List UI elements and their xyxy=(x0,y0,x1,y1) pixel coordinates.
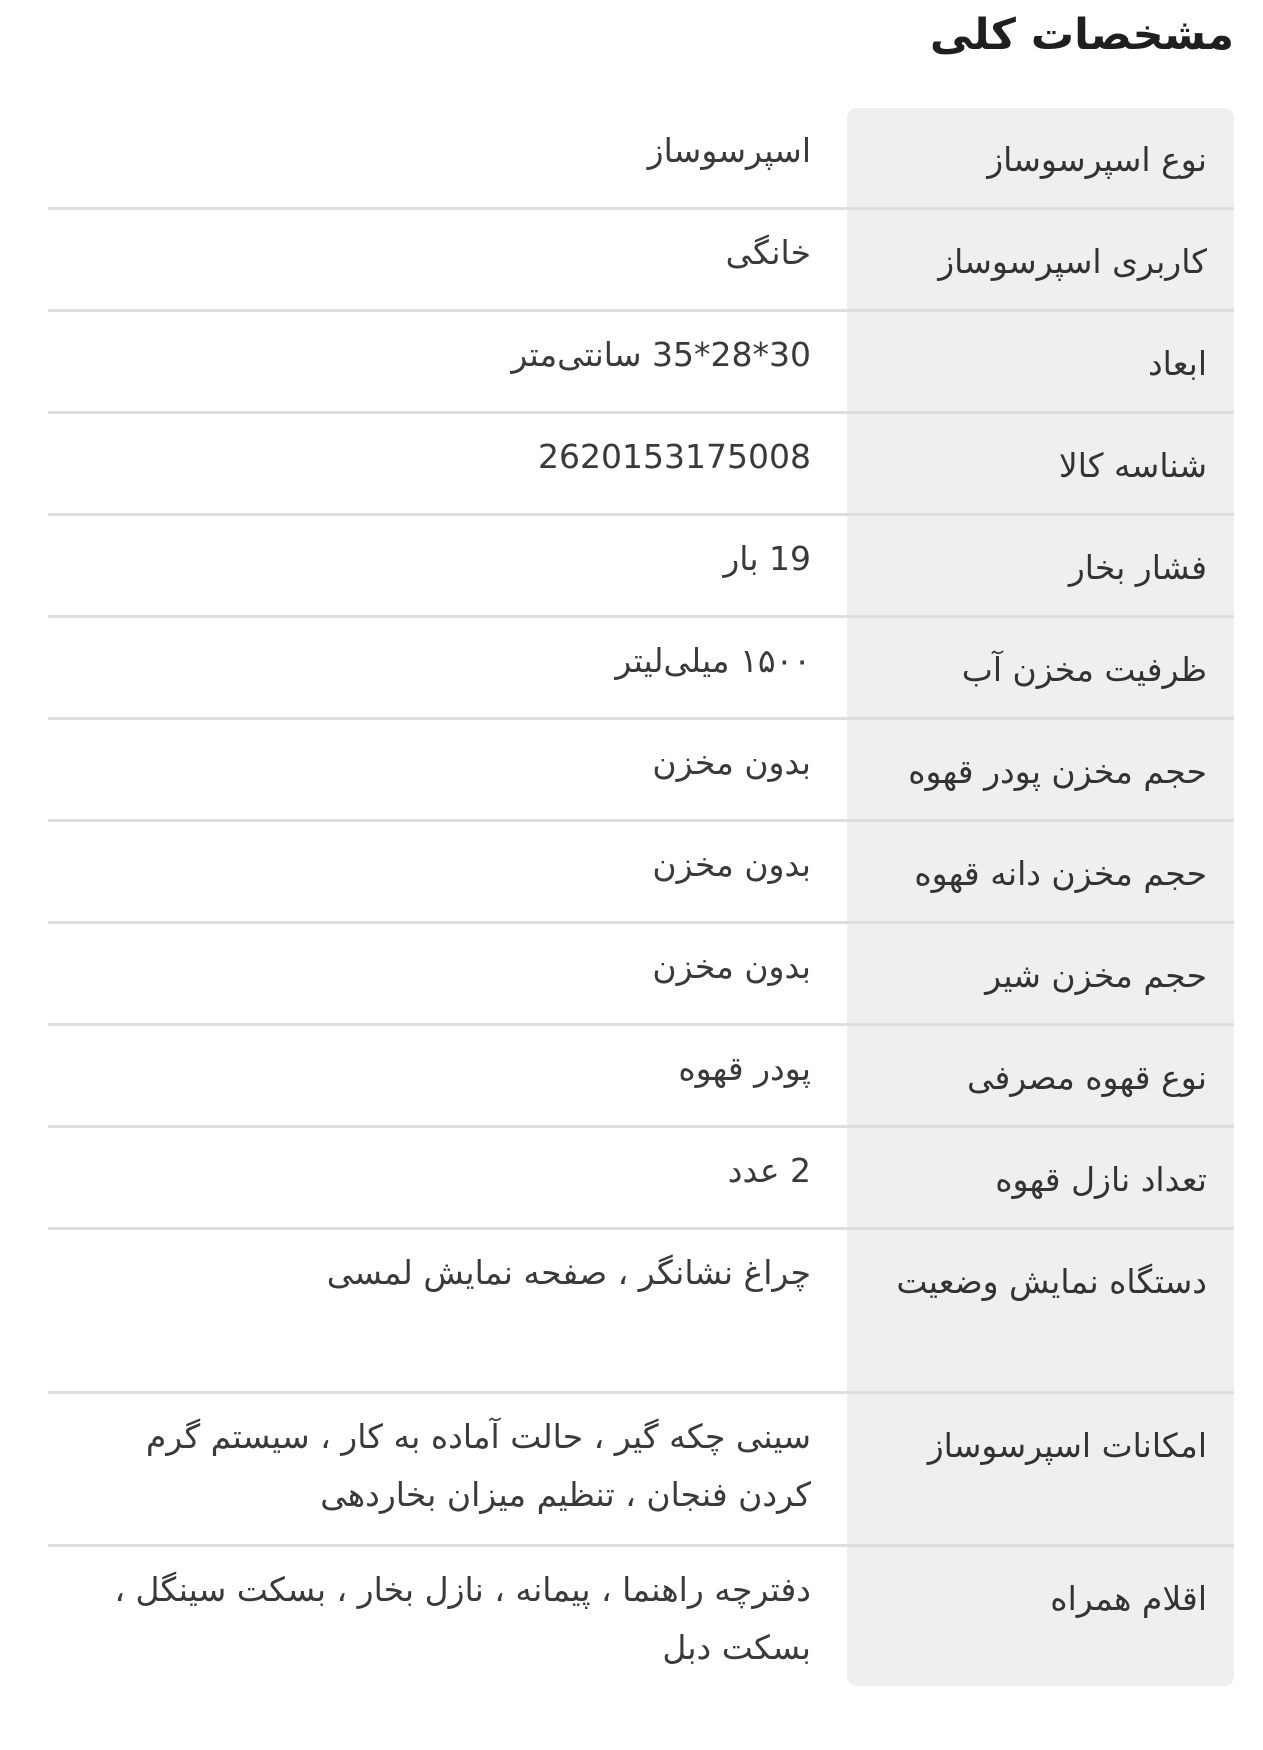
spec-label: شناسه کالا xyxy=(1058,446,1207,485)
spec-value: 2 عدد xyxy=(727,1151,811,1190)
spec-value: خانگی xyxy=(725,233,811,272)
spec-value: چراغ نشانگر ، صفحه نمایش لمسی xyxy=(326,1253,811,1292)
spec-row xyxy=(48,1547,1234,1699)
spec-label: فشار بخار xyxy=(1068,548,1207,587)
spec-value: بدون مخزن xyxy=(652,845,811,884)
spec-label: تعداد نازل قهوه xyxy=(995,1160,1207,1199)
spec-row xyxy=(48,822,1234,924)
spec-row xyxy=(48,108,1234,210)
spec-table xyxy=(48,108,1234,1699)
spec-label: ظرفیت مخزن آب xyxy=(961,650,1207,689)
spec-value: پودر قهوه xyxy=(678,1049,811,1088)
spec-label: نوع قهوه مصرفی xyxy=(966,1058,1207,1097)
spec-value: بدون مخزن xyxy=(652,947,811,986)
spec-row xyxy=(48,312,1234,414)
spec-value: ۱۵۰۰ میلی‌لیتر xyxy=(615,641,811,680)
spec-row xyxy=(48,1394,1234,1547)
spec-row xyxy=(48,1026,1234,1128)
spec-value: بدون مخزن xyxy=(652,743,811,782)
section-title: مشخصات کلی xyxy=(929,10,1234,60)
spec-row xyxy=(48,1230,1234,1394)
spec-label: دستگاه نمایش وضعیت xyxy=(896,1262,1207,1301)
spec-value: دفترچه راهنما ، پیمانه ، نازل بخار ، بسکت سینگل ، بسکت دبل xyxy=(114,1570,811,1667)
spec-value: 30*28*35 سانتی‌متر xyxy=(511,335,811,374)
spec-label: حجم مخزن شیر xyxy=(985,956,1207,995)
spec-label: اقلام همراه xyxy=(1050,1579,1207,1618)
spec-row xyxy=(48,924,1234,1026)
spec-row xyxy=(48,720,1234,822)
spec-label: حجم مخزن پودر قهوه xyxy=(908,752,1207,791)
spec-row xyxy=(48,516,1234,618)
spec-label: ابعاد xyxy=(1147,344,1207,383)
spec-label: کاربری اسپرسوساز xyxy=(938,242,1207,281)
spec-row xyxy=(48,210,1234,312)
spec-label: امکانات اسپرسوساز xyxy=(927,1426,1207,1465)
spec-row xyxy=(48,1128,1234,1230)
spec-label: نوع اسپرسوساز xyxy=(987,140,1207,179)
spec-value: اسپرسوساز xyxy=(647,131,811,170)
spec-value: 2620153175008 xyxy=(538,437,811,476)
spec-row xyxy=(48,618,1234,720)
spec-value: سینی چکه گیر ، حالت آماده به کار ، سیستم گرم کردن فنجان ، تنظیم میزان بخاردهی xyxy=(145,1417,811,1514)
spec-value: 19 بار xyxy=(723,539,811,578)
spec-row xyxy=(48,414,1234,516)
spec-label: حجم مخزن دانه قهوه xyxy=(914,854,1207,893)
